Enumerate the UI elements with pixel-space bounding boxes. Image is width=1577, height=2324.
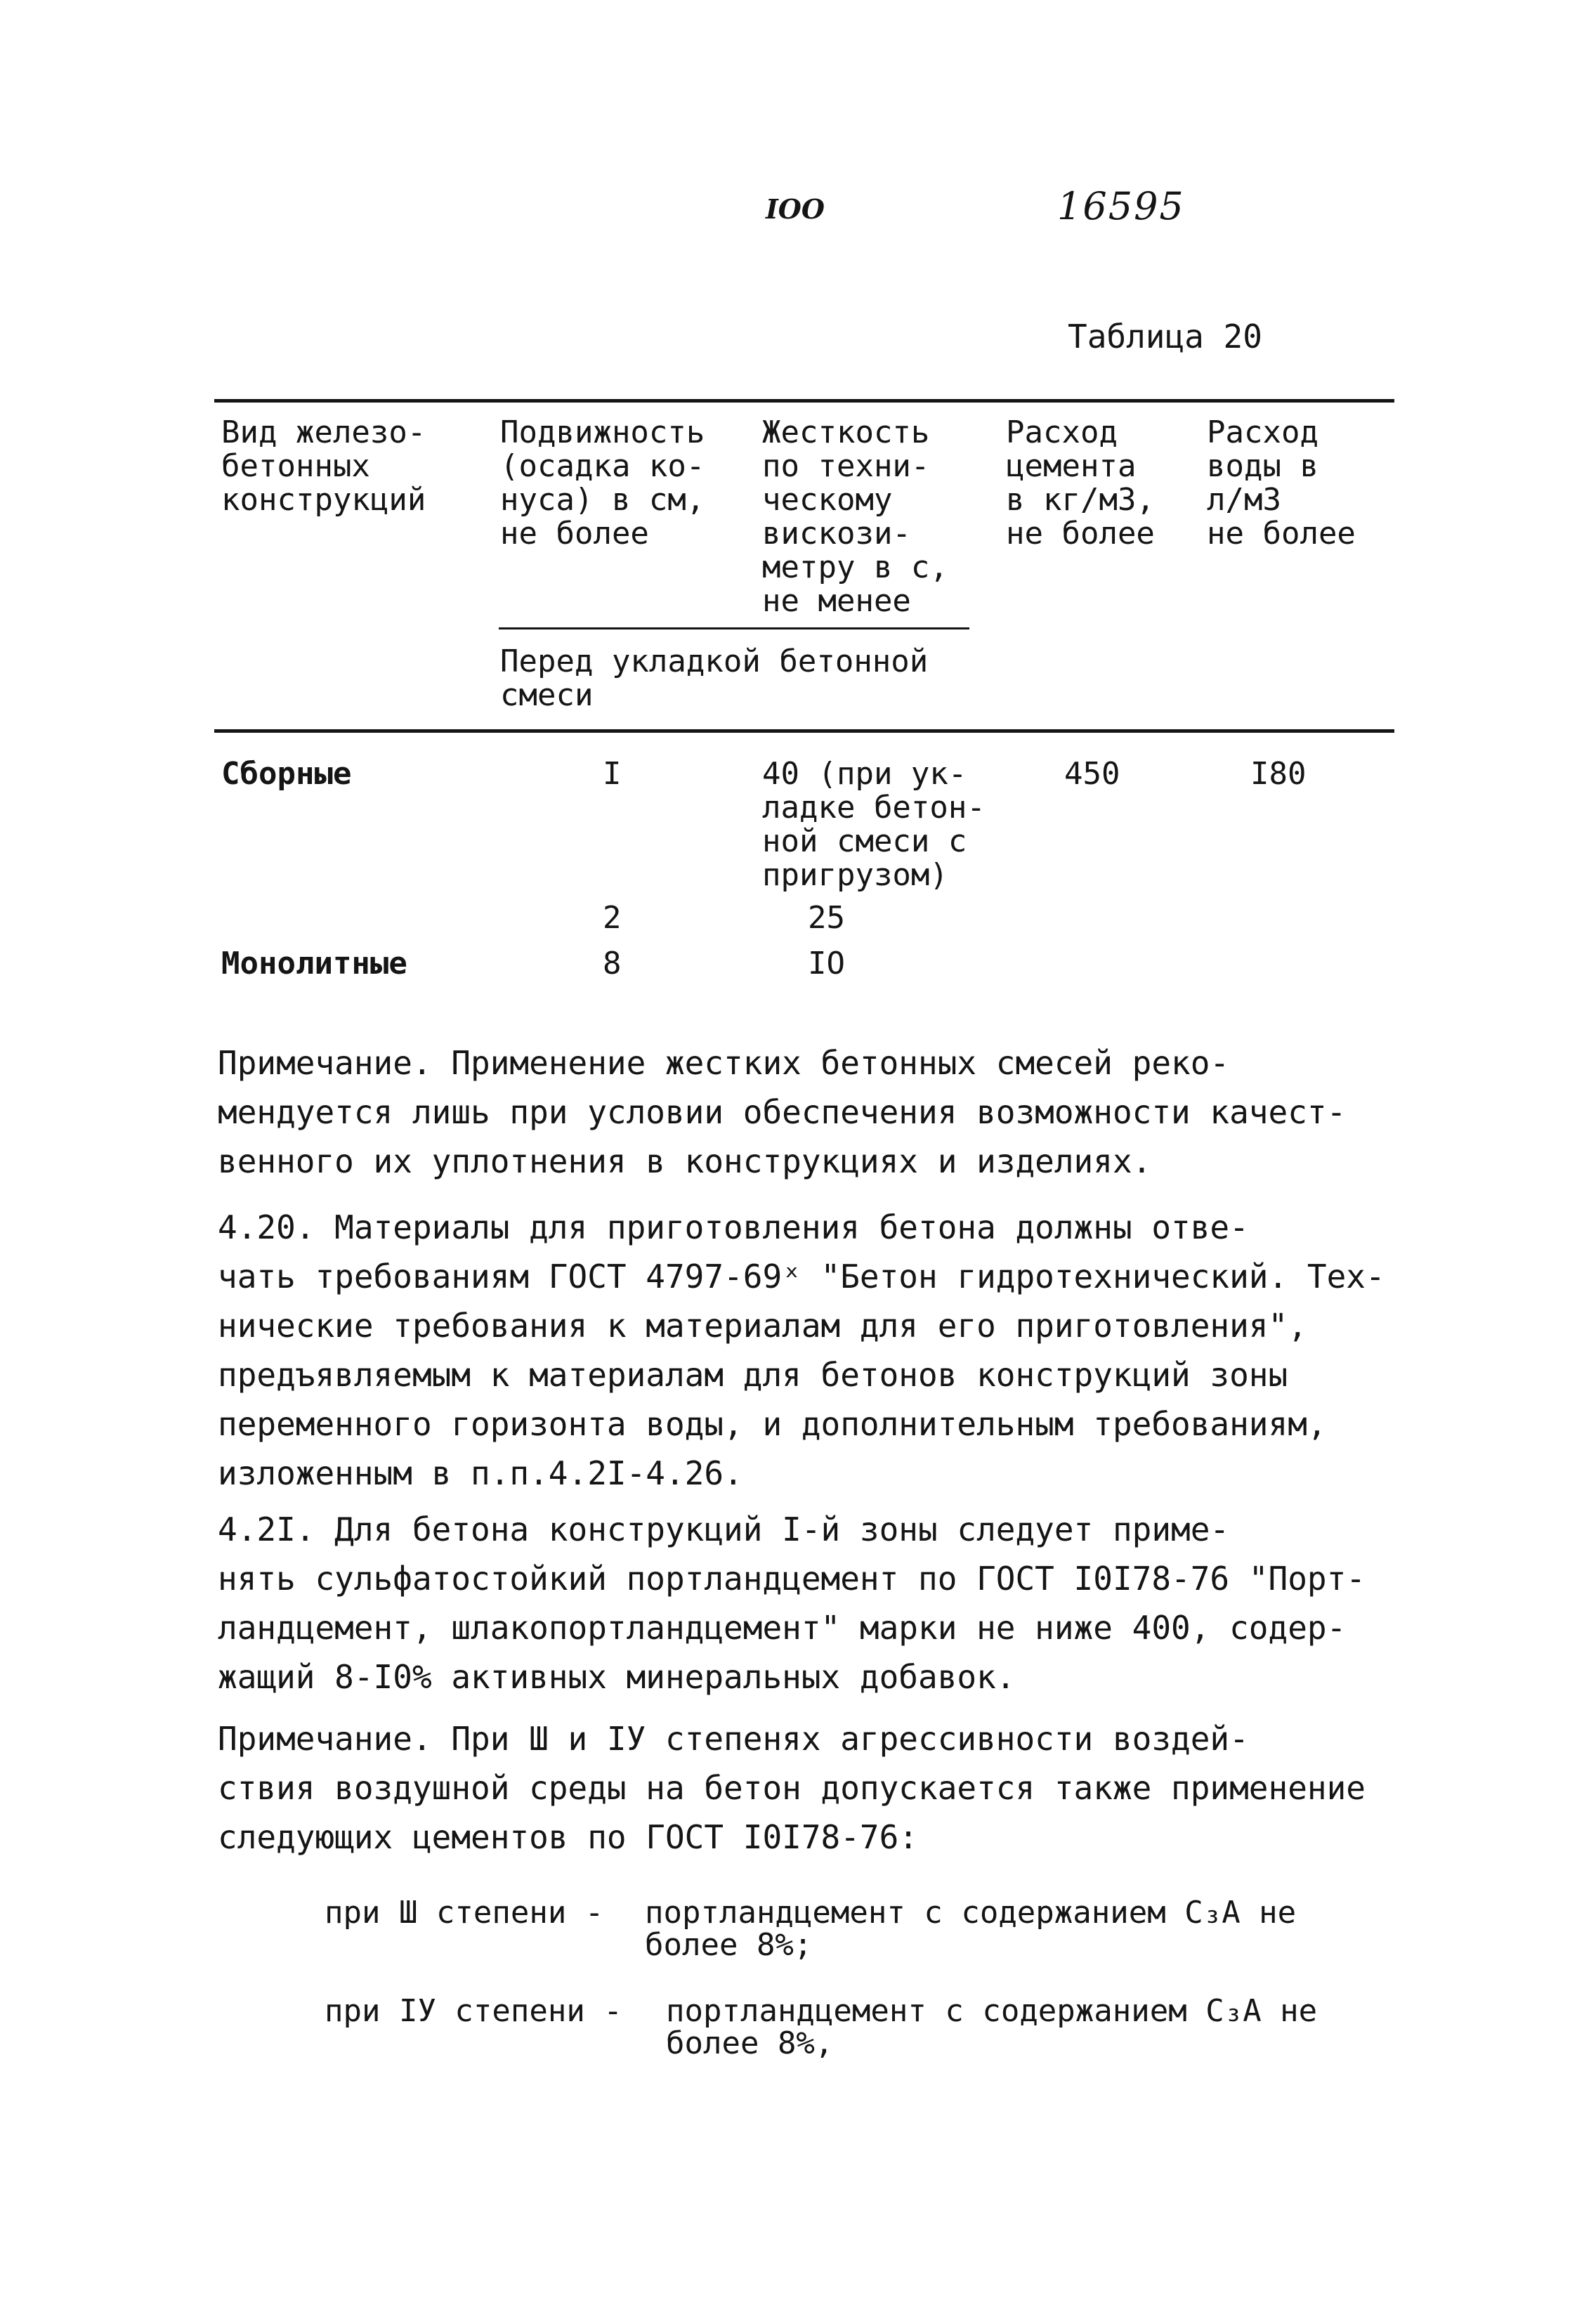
paragraph-4-21: 4.2I. Для бетона конструкций I-й зоны следует приме- нять сульфатостойкий портландцемент по ГОСТ I0I78-76 "Порт- ландцемент, шлакопортландцемент" марки не ниже 400, содер- жащий 8-I0% активных минеральных добавок. (218, 1510, 1366, 1696)
row-type-cell: Монолитные (221, 946, 407, 981)
col-header-mobility: Подвижность (осадка ко- нуса) в см, не более (500, 414, 705, 551)
list-item-text: портландцемент с содержанием C₃A не более 8%; (645, 1895, 1297, 1963)
paragraph-4-20: 4.20. Материалы для приготовления бетона должны отве- чать требованиям ГОСТ 4797-69ˣ "Бетон гидротехнический. Тех- нические требования к материалам для его приготовления", предъявляемым к материалам для бетонов конструкций зоны переменного горизонта воды, и дополнительным требованиям, изложенным в п.п.4.2I-4.26. (218, 1208, 1385, 1492)
table-header-rule (214, 729, 1394, 733)
row-stiffness-cell: IO (808, 946, 845, 981)
table-caption: Таблица 20 (1068, 318, 1262, 355)
row-mobility-cell: 2 (603, 900, 622, 936)
col-header-water: Расход воды в л/м3 не более (1207, 414, 1356, 551)
table-top-rule (214, 399, 1394, 403)
row-stiffness-cell: 25 (808, 900, 845, 936)
col-header-cement: Расход цемента в кг/м3, не более (1006, 414, 1155, 551)
note-paragraph: Примечание. Применение жестких бетонных смесей реко- мендуется лишь при условии обеспечения возможности качест- венного их уплотнения в конструкциях и изделиях. (218, 1044, 1347, 1180)
list-item-text: портландцемент с содержанием C₃A не более 8%, (666, 1993, 1318, 2061)
col-header-stiffness: Жесткость по техни- ческому вискози- метру в с, не менее (762, 414, 948, 619)
row-stiffness-cell: 40 (при ук- ладке бетон- ной смеси с пригрузом) (762, 756, 986, 893)
table-inner-rule (499, 627, 969, 629)
row-mobility-cell: I (603, 756, 622, 792)
note-paragraph: Примечание. При Ш и IУ степенях агрессивности воздей- ствия воздушной среды на бетон допускается также применение следующих цементов по ГОСТ I0I78-76: (218, 1720, 1366, 1856)
row-water-cell: I80 (1250, 756, 1307, 792)
page-number: IOO (766, 193, 825, 225)
row-cement-cell: 450 (1064, 756, 1120, 792)
handwritten-stamp: 16595 (1057, 184, 1185, 228)
col-subheader: Перед укладкой бетонной смеси (500, 644, 929, 713)
list-item-label: при Ш степени - (325, 1895, 604, 1931)
col-header-type: Вид железо- бетонных конструкций (221, 414, 426, 518)
row-mobility-cell: 8 (603, 946, 622, 981)
list-item-label: при IУ степени - (325, 1993, 622, 2029)
row-type-cell: Сборные (221, 756, 352, 792)
